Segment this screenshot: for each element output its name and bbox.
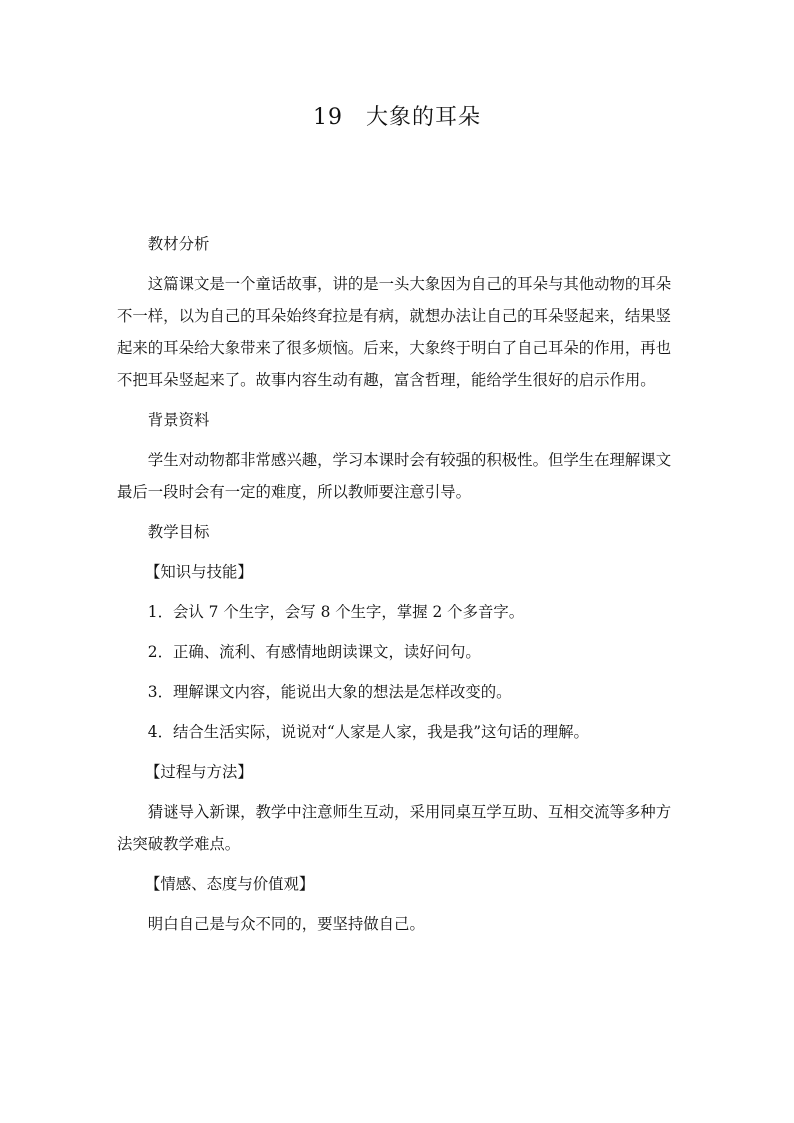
background-paragraph: 学生对动物都非常感兴趣，学习本课时会有较强的积极性。但学生在理解课文最后一段时会有一定的难度，所以教师要注意引导。: [117, 451, 672, 501]
section-heading-textbook-analysis: 教材分析: [147, 235, 210, 253]
textbook-analysis-paragraph: 这篇课文是一个童话故事，讲的是一头大象因为自己的耳朵与其他动物的耳朵不一样，以为自己的耳朵始终耷拉是有病，就想办法让自己的耳朵竖起来，结果竖起来的耳朵给大象带来了很多烦恼。后来，大象终于明白了自己耳朵的作用，再也不把耳朵竖起来了。故事内容生动有趣，富含哲理，能给学生很好的启示作用。: [117, 275, 672, 389]
subheading-emotion-values: 【情感、态度与价值观】: [145, 875, 315, 893]
process-methods-paragraph: 猜谜导入新课，教学中注意师生互动，采用同桌互学互助、互相交流等多种方法突破教学难点。: [117, 803, 672, 853]
document-content: [117, 228, 677, 948]
objective-item-4: 4．结合生活实际，说说对“人家是人家，我是我”这句话的理解。: [147, 723, 589, 741]
section-heading-background: 背景资料: [147, 411, 210, 429]
objective-item-3: 3．理解课文内容，能说出大象的想法是怎样改变的。: [147, 683, 512, 701]
objective-item-1: 1．会认 7 个生字，会写 8 个生字，掌握 2 个多音字。: [147, 603, 525, 621]
subheading-knowledge-skills: 【知识与技能】: [145, 563, 253, 581]
subheading-process-methods: 【过程与方法】: [145, 763, 253, 781]
emotion-values-paragraph: 明白自己是与众不同的，要坚持做自己。: [147, 915, 425, 933]
objective-item-2: 2．正确、流利、有感情地朗读课文，读好问句。: [147, 643, 481, 661]
section-heading-objectives: 教学目标: [147, 523, 210, 541]
page-title: 19 大象的耳朵: [313, 105, 481, 130]
